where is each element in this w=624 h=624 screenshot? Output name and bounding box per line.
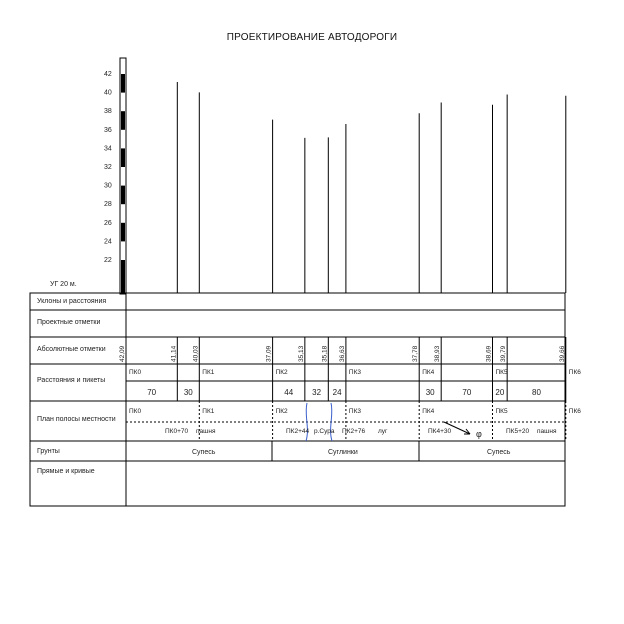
row-label-soils: Грунты	[37, 448, 60, 455]
absolute-elevation: 39,79	[500, 345, 508, 362]
row-label-distances: Расстояния и пикеты	[37, 377, 106, 384]
picket-label: ПК4	[422, 369, 435, 376]
picket-label: ПК5	[495, 369, 508, 376]
absolute-elevation: 36,63	[338, 345, 346, 362]
segment-distance: 70	[462, 388, 472, 397]
absolute-elevation: 39,66	[558, 345, 566, 362]
y-tick-label: 38	[104, 108, 112, 116]
segment-distance: 24	[332, 388, 342, 397]
y-tick-label: 30	[104, 182, 112, 190]
ordinate-lines	[126, 73, 566, 293]
y-tick-label: 26	[104, 219, 112, 227]
picket-plan-label: ПК6	[568, 408, 581, 415]
plan-note-pk4-30: ПК4+30	[428, 428, 452, 435]
plan-note-angle: φ	[476, 429, 482, 439]
picket-plan-label: ПК2	[275, 408, 288, 415]
absolute-elevation: 37,09	[265, 345, 273, 362]
absolute-elevation: 38,93	[434, 345, 442, 362]
absolute-elevation: 35,13	[297, 345, 305, 362]
absolute-elevation: 42,09	[119, 345, 126, 362]
plan-note-pk0-70: ПК0+70	[165, 428, 189, 435]
plan-note-field-2: пашня	[537, 428, 557, 435]
datum-label: УГ 20 м.	[50, 281, 77, 288]
plan-note-field-1: пашня	[196, 428, 216, 435]
picket-plan-label: ПК5	[495, 408, 508, 415]
plan-note-meadow: луг	[378, 428, 388, 435]
y-tick-label: 32	[104, 164, 112, 171]
y-tick-label: 34	[104, 145, 112, 153]
segment-distance: 30	[183, 388, 193, 397]
absolute-elevation: 40,03	[192, 345, 200, 362]
soil-sandy-loam-2: Супесь	[487, 449, 511, 456]
y-tick-label: 36	[104, 126, 112, 134]
segment-distance: 32	[312, 388, 322, 397]
picket-label: ПК1	[202, 369, 215, 376]
segment-distance: 80	[532, 388, 541, 397]
profile-table	[30, 293, 565, 506]
row-label-curves: Прямые и кривые	[37, 468, 95, 475]
picket-plan-label: ПК4	[422, 408, 435, 415]
y-tick-label: 24	[104, 238, 112, 246]
plan-note-pk5-20: ПК5+20	[506, 428, 530, 435]
picket-label: ПК2	[275, 369, 288, 376]
soil-sandy-loam-1: Супесь	[192, 449, 216, 456]
row-label-slopes: Уклоны и расстояния	[37, 298, 107, 305]
plan-note-pk2-44: ПК2+44	[286, 428, 310, 435]
row-label-plan: План полосы местности	[37, 416, 116, 423]
plan-note-pk2-76: ПК2+76	[342, 428, 366, 435]
picket-plan-label: ПК3	[348, 408, 361, 415]
segment-distance: 44	[284, 388, 294, 397]
page-title: ПРОЕКТИРОВАНИЕ АВТОДОРОГИ	[226, 32, 398, 43]
y-tick-label: 22	[104, 257, 112, 264]
segment-distance: 30	[425, 388, 435, 397]
plan-note-river: р.Сура	[314, 428, 335, 435]
picket-label: ПК6	[568, 369, 581, 376]
picket-plan-label: ПК1	[202, 408, 215, 415]
absolute-elevation: 38,69	[485, 345, 493, 362]
picket-label: ПК3	[348, 369, 361, 376]
picket-label: ПК0	[129, 369, 142, 376]
y-tick-label: 28	[104, 201, 112, 209]
row-label-design: Проектные отметки	[37, 319, 101, 326]
segment-distance: 20	[495, 388, 505, 397]
absolute-elevation: 35,18	[321, 345, 329, 362]
y-tick-label: 40	[104, 89, 112, 97]
absolute-elevation: 41,14	[170, 345, 178, 362]
vertical-scale-bar	[120, 58, 126, 294]
picket-plan-label: ПК0	[129, 408, 142, 415]
segment-distance: 70	[147, 388, 157, 397]
row-label-absolute: Абсолютные отметки	[37, 346, 106, 353]
y-tick-label: 42	[104, 71, 112, 78]
absolute-elevation: 37,78	[412, 345, 420, 362]
soil-loam: Суглинки	[328, 449, 358, 456]
